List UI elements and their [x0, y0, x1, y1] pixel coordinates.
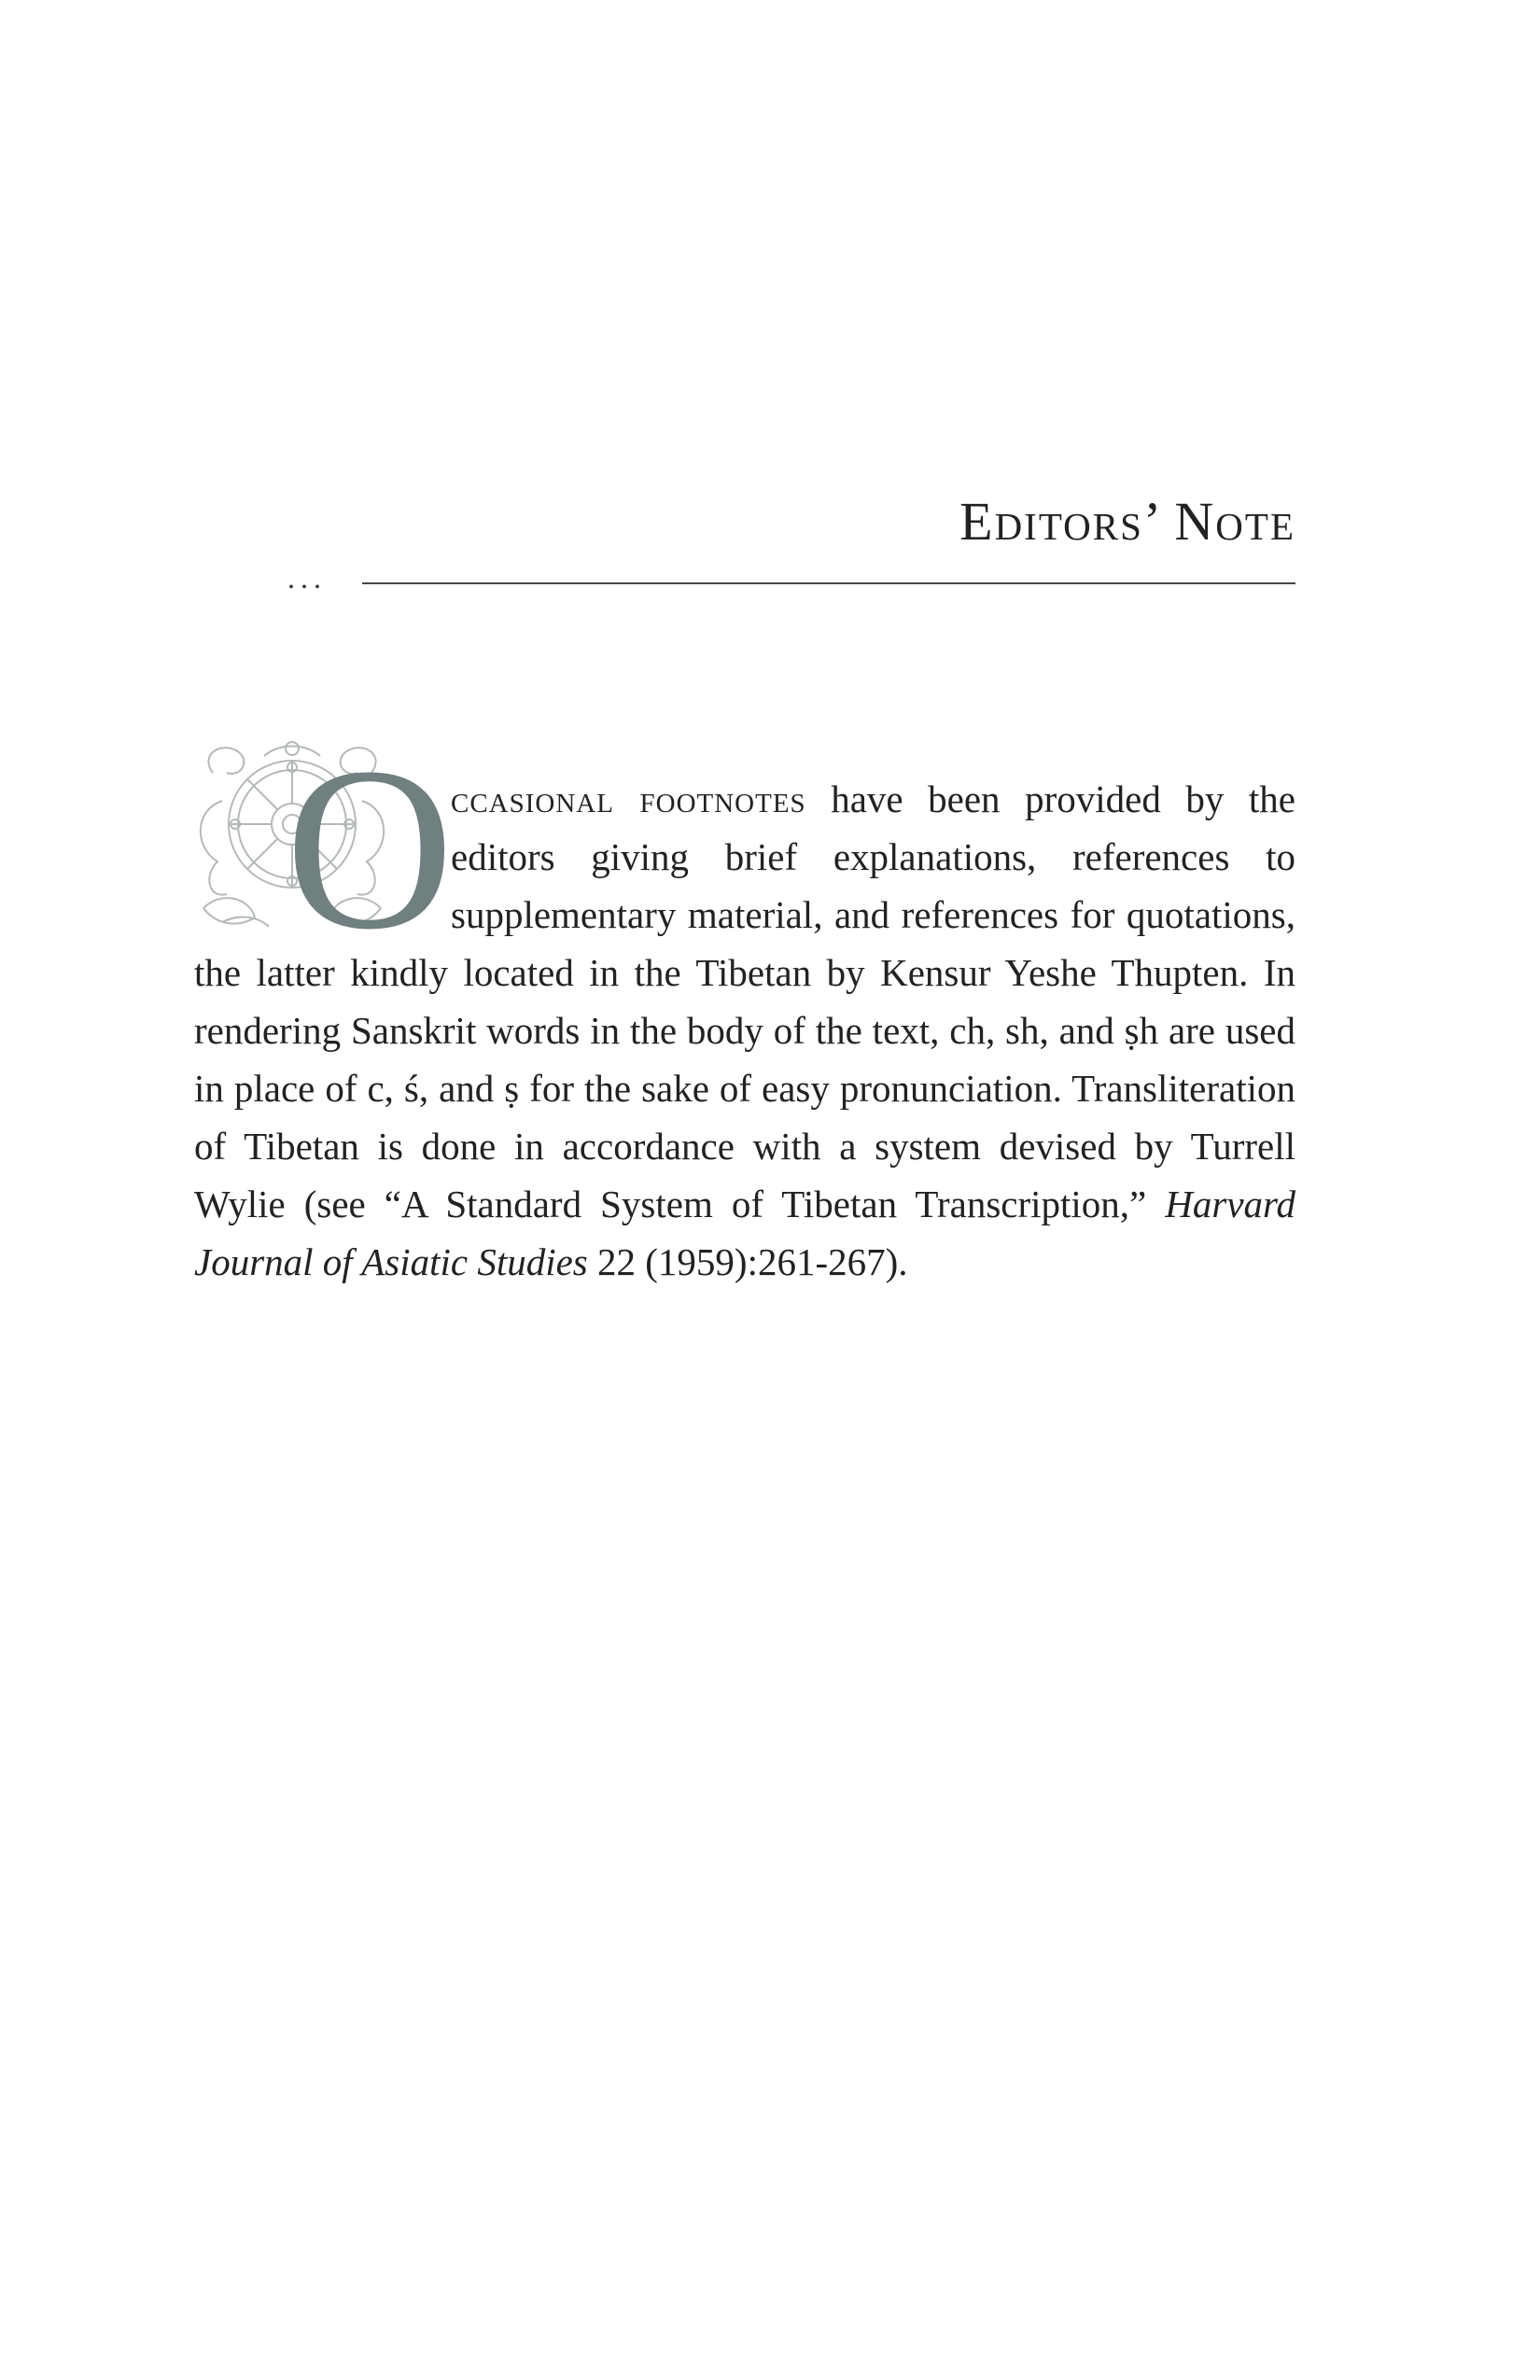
title-rule [287, 561, 1295, 595]
drop-cap: O [285, 720, 455, 978]
body-text-part-1: have been provided by the editors giving brief explanations, references to supplementary material, and references for quotations, the latter kindly located in the Tibetan by Kensur Yeshe Thupten. In rendering Sanskrit words in the body of the text, ch, sh, and ṣh are used in place of c, ś, and ṣ for the sake of easy pronunciation. Transliteration of Tibetan is done in accordance with a system devised by Turrell Wylie (see “A Standard System of Tibetan Transcription,” [194, 777, 1295, 1225]
journal-title: Harvard Journal of Asiatic Studies [194, 1183, 1295, 1283]
page-title: Editors’ Note [959, 491, 1295, 552]
drop-cap-space [194, 770, 451, 934]
rule-line [362, 582, 1295, 584]
lead-small-caps: ccasional footnotes [451, 777, 806, 820]
rule-dots: ... [287, 561, 327, 595]
body-paragraph [194, 770, 1295, 1291]
body-text-part-2: 22 (1959):261-267). [587, 1240, 908, 1283]
